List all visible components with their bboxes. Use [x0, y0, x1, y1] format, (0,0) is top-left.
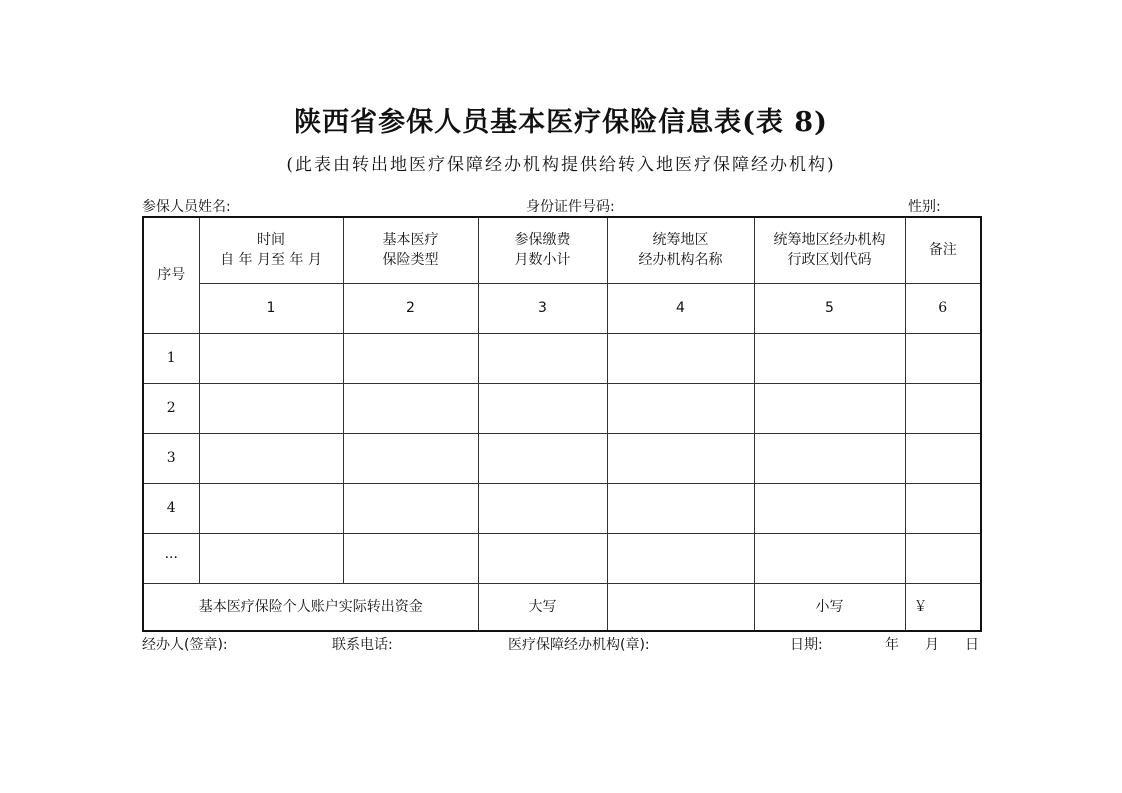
table-cell[interactable] [607, 333, 754, 383]
gender-label: 性别: [908, 199, 941, 215]
header-months [478, 217, 607, 283]
table-row [143, 333, 981, 383]
document-title: 陕西省参保人员基本医疗保险信息表(表 8) [294, 107, 828, 138]
date-day-label: 日 [965, 637, 979, 653]
header-time-line1: 时间 [257, 232, 285, 249]
uppercase-amount-field[interactable] [607, 583, 754, 631]
header-remark: 备注 [905, 217, 981, 283]
date-label: 日期: [790, 637, 823, 653]
row-number: 3 [143, 433, 199, 483]
row-number: 1 [143, 333, 199, 383]
header-insurance-type [343, 217, 478, 283]
table-cell[interactable] [343, 433, 478, 483]
table-row [143, 533, 981, 583]
column-number: 1 [199, 283, 343, 333]
column-number-row [143, 283, 981, 333]
header-region-line1: 统筹地区 [652, 232, 709, 249]
table-cell[interactable] [199, 383, 343, 433]
table-cell[interactable] [905, 383, 981, 433]
header-admin-code [754, 217, 905, 283]
table-cell[interactable] [905, 333, 981, 383]
column-number: 3 [478, 283, 607, 333]
table-cell[interactable] [343, 333, 478, 383]
currency-symbol: ￥ [913, 598, 928, 615]
table-row [143, 483, 981, 533]
header-time-line2: 自 年 月至 年 月 [220, 252, 322, 269]
header-type-line2: 保险类型 [382, 252, 439, 269]
row-number: ··· [143, 533, 199, 583]
table-cell[interactable] [478, 533, 607, 583]
transfer-funds-row [143, 583, 981, 631]
table-cell[interactable] [343, 483, 478, 533]
table-cell[interactable] [607, 383, 754, 433]
transfer-funds-label: 基本医疗保险个人账户实际转出资金 [143, 583, 478, 631]
table-cell[interactable] [754, 383, 905, 433]
table-cell[interactable] [478, 333, 607, 383]
lowercase-amount-field[interactable] [905, 583, 981, 631]
table-cell[interactable] [199, 533, 343, 583]
insurance-info-table [142, 216, 982, 632]
table-cell[interactable] [343, 383, 478, 433]
phone-label: 联系电话: [332, 637, 393, 653]
column-number: 6 [905, 283, 981, 333]
agency-stamp-label: 医疗保障经办机构(章): [508, 637, 650, 653]
uppercase-amount-label: 大写 [478, 583, 607, 631]
header-region-agency [607, 217, 754, 283]
table-cell[interactable] [199, 483, 343, 533]
table-cell[interactable] [754, 483, 905, 533]
table-cell[interactable] [478, 483, 607, 533]
header-code-line2: 行政区划代码 [787, 252, 872, 269]
row-number: 2 [143, 383, 199, 433]
date-year-label: 年 [885, 637, 899, 653]
lowercase-amount-label: 小写 [754, 583, 905, 631]
table-cell[interactable] [754, 333, 905, 383]
table-cell[interactable] [754, 433, 905, 483]
table-row [143, 433, 981, 483]
header-row [143, 217, 981, 283]
header-months-line2: 月数小计 [514, 252, 571, 269]
table-cell[interactable] [905, 483, 981, 533]
table-cell[interactable] [199, 433, 343, 483]
table-cell[interactable] [607, 433, 754, 483]
table-cell[interactable] [905, 433, 981, 483]
table-cell[interactable] [343, 533, 478, 583]
document-subtitle: (此表由转出地医疗保障经办机构提供给转入地医疗保障经办机构) [286, 155, 836, 175]
column-number: 4 [607, 283, 754, 333]
column-number: 2 [343, 283, 478, 333]
header-months-line1: 参保缴费 [514, 232, 571, 249]
header-type-line1: 基本医疗 [382, 232, 439, 249]
row-number: 4 [143, 483, 199, 533]
header-seq: 序号 [143, 217, 199, 333]
header-region-line2: 经办机构名称 [638, 252, 723, 269]
handler-label: 经办人(签章): [142, 637, 228, 653]
header-time [199, 217, 343, 283]
table-cell[interactable] [607, 533, 754, 583]
column-number: 5 [754, 283, 905, 333]
name-label: 参保人员姓名: [142, 199, 231, 215]
table-cell[interactable] [607, 483, 754, 533]
date-month-label: 月 [925, 637, 939, 653]
table-row [143, 383, 981, 433]
table-cell[interactable] [754, 533, 905, 583]
table-cell[interactable] [478, 383, 607, 433]
header-code-line1: 统筹地区经办机构 [773, 232, 886, 249]
table-cell[interactable] [905, 533, 981, 583]
table-cell[interactable] [199, 333, 343, 383]
id-number-label: 身份证件号码: [526, 199, 615, 215]
table-cell[interactable] [478, 433, 607, 483]
